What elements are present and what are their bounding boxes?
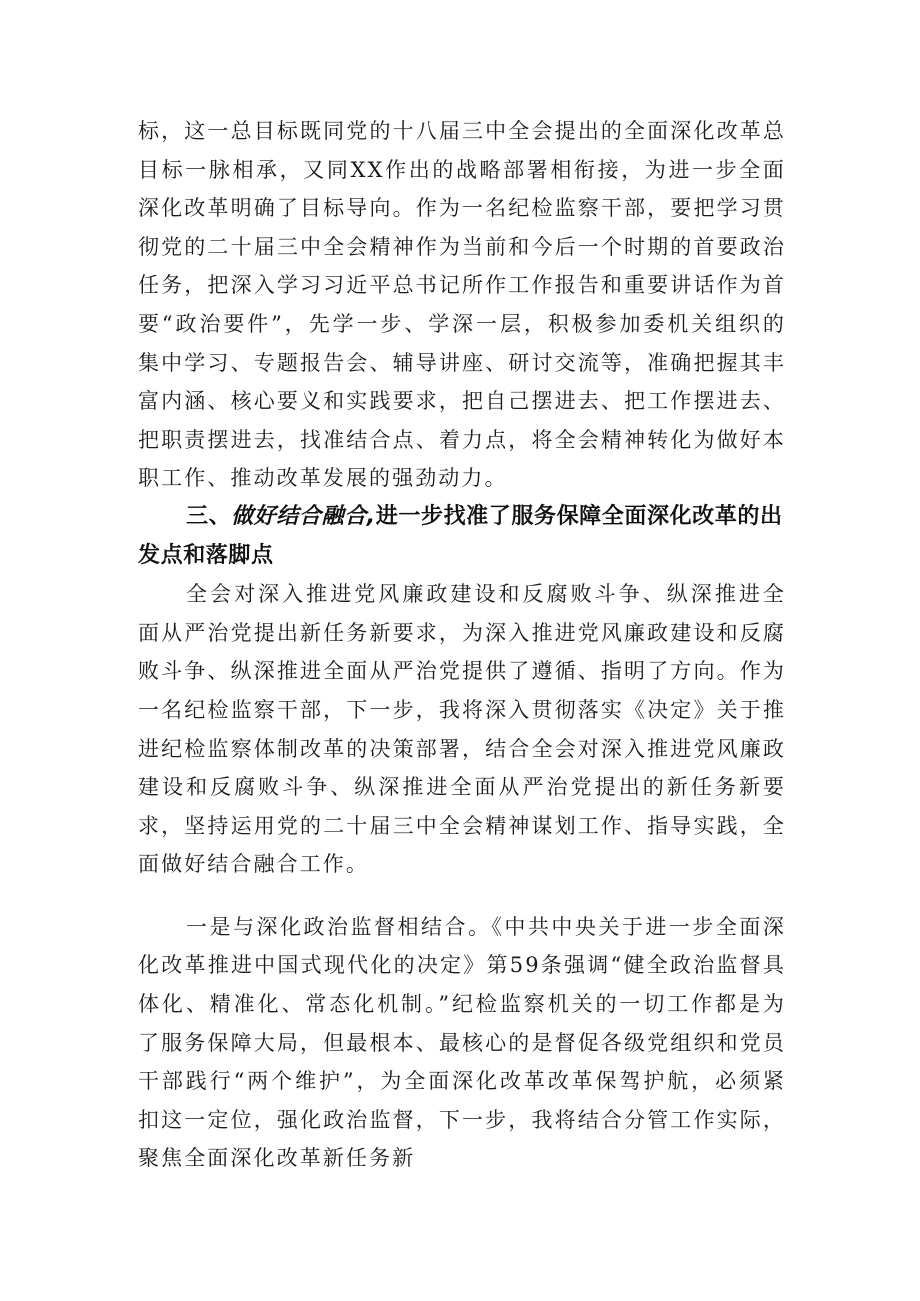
- paragraph-political-supervision: 一是与深化政治监督相结合。《中共中央关于进一步全面深化改革推进中国式现代化的决定》第59条强调“健全政治监督具体化、精准化、常态化机制。”纪检监察机关的一切工作都是为了服务保障大局，但最根本、最核心的是督促各级党组织和党员干部践行“两个维护”，为全面深化改革改革保驾护航，必须紧扣这一定位，强化政治监督，下一步，我将结合分管工作实际，聚焦全面深化改革新任务新: [138, 914, 786, 1171]
- section-heading-3: [138, 498, 786, 575]
- paragraph-section-intro: 全会对深入推进党风廉政建设和反腐败斗争、纵深推进全面从严治党提出新任务新要求，为深入推进党风廉政建设和反腐败斗争、纵深推进全面从严治党提供了遵循、指明了方向。作为一名纪检监察干部，下一步，我将深入贯彻落实《决定》关于推进纪检监察体制改革的决策部署，结合全会对深入推进党风廉政建设和反腐败斗争、纵深推进全面从严治党提出的新任务新要求，坚持运用党的二十届三中全会精神谋划工作、指导实践，全面做好结合融合工作。: [138, 582, 786, 877]
- heading-text: 进一步找准了服务保障全面深化改革的出发点和落脚点: [138, 503, 783, 568]
- paragraph-continued: 标，这一总目标既同党的十八届三中全会提出的全面深化改革总目标一脉相承，又同XX作出的战略部署相衔接，为进一步全面深化改革明确了目标导向。作为一名纪检监察干部，要把学习贯彻党的二十届三中全会精神作为当前和今后一个时期的首要政治任务，把深入学习习近平总书记所作工作报告和重要讲话作为首要“政治要件”，先学一步、学深一层，积极参加委机关组织的集中学习、专题报告会、辅导讲座、研讨交流等，准确把握其丰富内涵、核心要义和实践要求，把自己摆进去、把工作摆进去、把职责摆进去，找准结合点、着力点，将全会精神转化为做好本职工作、推动改革发展的强劲动力。: [138, 119, 786, 491]
- heading-emphasis: 做好结合融合,: [231, 503, 376, 529]
- heading-number: 三、: [186, 503, 232, 529]
- document-body: [138, 112, 786, 1178]
- paragraph-gap: [138, 884, 786, 908]
